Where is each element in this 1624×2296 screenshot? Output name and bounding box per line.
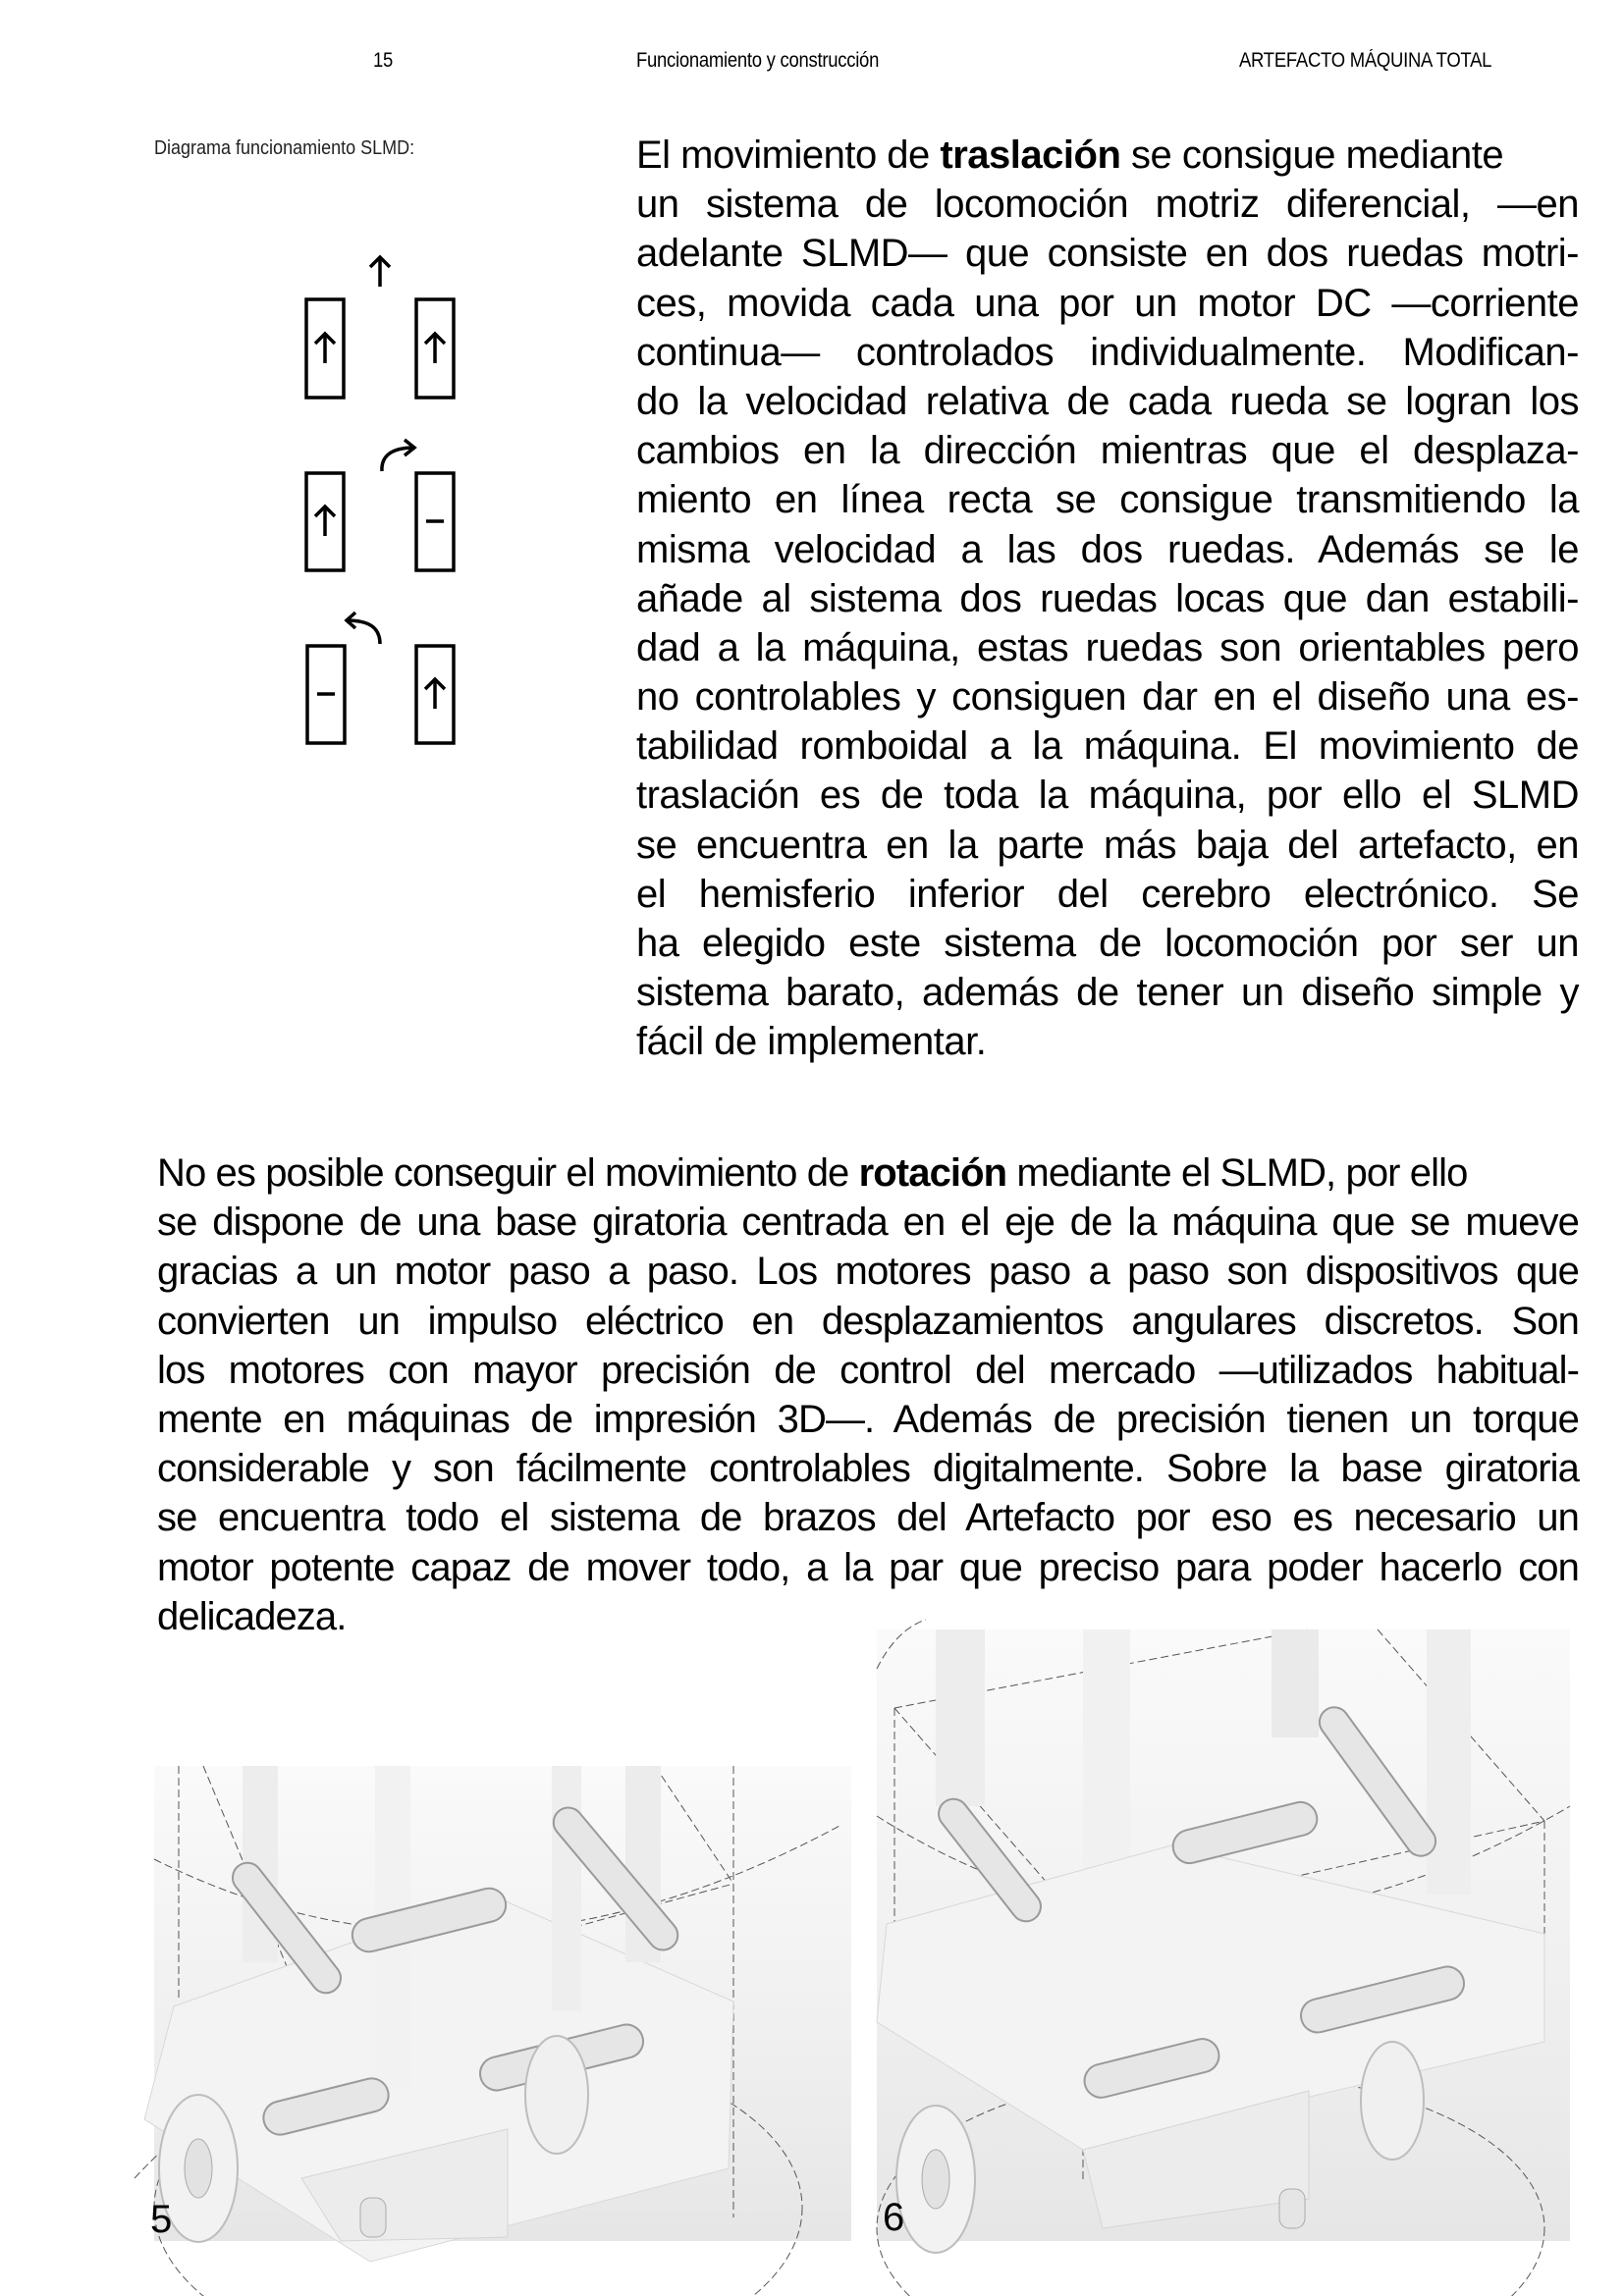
text-line: cambios en la dirección mientras que el desplaza-: [636, 429, 1579, 473]
curved-arrow-right-icon: [382, 440, 414, 471]
text-line: sistema barato, además de tener un diseño simple y: [636, 971, 1579, 1015]
paragraph-rotacion: [157, 1148, 1579, 1641]
text-line: añade al sistema dos ruedas locas que dan estabili-: [636, 576, 1579, 620]
text-line: se encuentra todo el sistema de brazos del Artefacto por eso es necesario un: [157, 1496, 1579, 1540]
figure-5-render: [150, 1766, 851, 2241]
bold-term-rotacion: rotación: [858, 1151, 1007, 1195]
diagram-state-turn-right: [306, 440, 454, 570]
arrow-up-icon: [315, 507, 335, 536]
text-line: gracias a un motor paso a paso. Los motores paso a paso son dispositivos que: [157, 1250, 1579, 1294]
text-line: do la velocidad relativa de cada rueda se logran los: [636, 379, 1579, 423]
text-line: un sistema de locomoción motriz diferencial, —en: [636, 183, 1579, 227]
section-title: Funcionamiento y construcción: [636, 49, 880, 72]
diagram-state-turn-left: [307, 613, 454, 743]
paragraph-traslacion: [636, 131, 1579, 1067]
arrow-up-icon: [425, 679, 445, 709]
text-line: fácil de implementar.: [636, 1020, 987, 1064]
text-line: adelante SLMD— que consiste en dos ruedas motri-: [636, 232, 1579, 276]
text-line: tabilidad romboidal a la máquina. El movimiento de: [636, 724, 1579, 769]
diagram-caption: Diagrama funcionamiento SLMD:: [154, 137, 415, 159]
arrow-up-icon: [315, 334, 335, 363]
slmd-diagram: [295, 245, 471, 982]
text-line: delicadeza.: [157, 1594, 347, 1638]
curved-arrow-left-icon: [347, 613, 380, 644]
text-line: considerable y son fácilmente controlables digitalmente. Sobre la base giratoria: [157, 1447, 1579, 1491]
text-line: motor potente capaz de mover todo, a la par que preciso para poder hacerlo con: [157, 1545, 1579, 1589]
text-line: No es posible conseguir el movimiento de rotación mediante el SLMD, por ello: [157, 1151, 1468, 1195]
document-title: ARTEFACTO MÁQUINA TOTAL: [1239, 49, 1492, 72]
text-line: ces, movida cada una por un motor DC —corriente: [636, 281, 1579, 325]
arrow-up-icon: [425, 334, 445, 363]
text-line: continua— controlados individualmente. Modifican-: [636, 330, 1579, 374]
text-line: el hemisferio inferior del cerebro electrónico. Se: [636, 872, 1579, 916]
text-line: El movimiento de traslación se consigue mediante: [636, 133, 1504, 177]
text-line: se encuentra en la parte más baja del artefacto, en: [636, 823, 1579, 867]
bold-term-traslacion: traslación: [940, 133, 1121, 177]
text-line: traslación es de toda la máquina, por ello el SLMD: [636, 774, 1579, 818]
text-line: se dispone de una base giratoria centrada en el eje de la máquina que se mueve: [157, 1201, 1579, 1245]
text-line: ha elegido este sistema de locomoción por ser un: [636, 922, 1579, 966]
text-line: mente en máquinas de impresión 3D—. Además de precisión tienen un torque: [157, 1397, 1579, 1441]
text-line: los motores con mayor precisión de control del mercado —utilizados habitual-: [157, 1348, 1579, 1392]
figure-number: 5: [150, 2198, 173, 2241]
text-line: convierten un impulso eléctrico en desplazamientos angulares discretos. Son: [157, 1299, 1579, 1343]
arrow-up-icon: [370, 257, 390, 287]
text-line: misma velocidad a las dos ruedas. Además se le: [636, 527, 1579, 571]
figure-6-render: [877, 1629, 1570, 2241]
text-line: no controlables y consiguen dar en el diseño una es-: [636, 675, 1579, 720]
text-line: dad a la máquina, estas ruedas son orientables pero: [636, 625, 1579, 669]
text-line: miento en línea recta se consigue transmitiendo la: [636, 478, 1579, 522]
page-number: 15: [373, 49, 394, 72]
diagram-state-forward: [306, 257, 454, 398]
figure-number: 6: [883, 2196, 905, 2239]
